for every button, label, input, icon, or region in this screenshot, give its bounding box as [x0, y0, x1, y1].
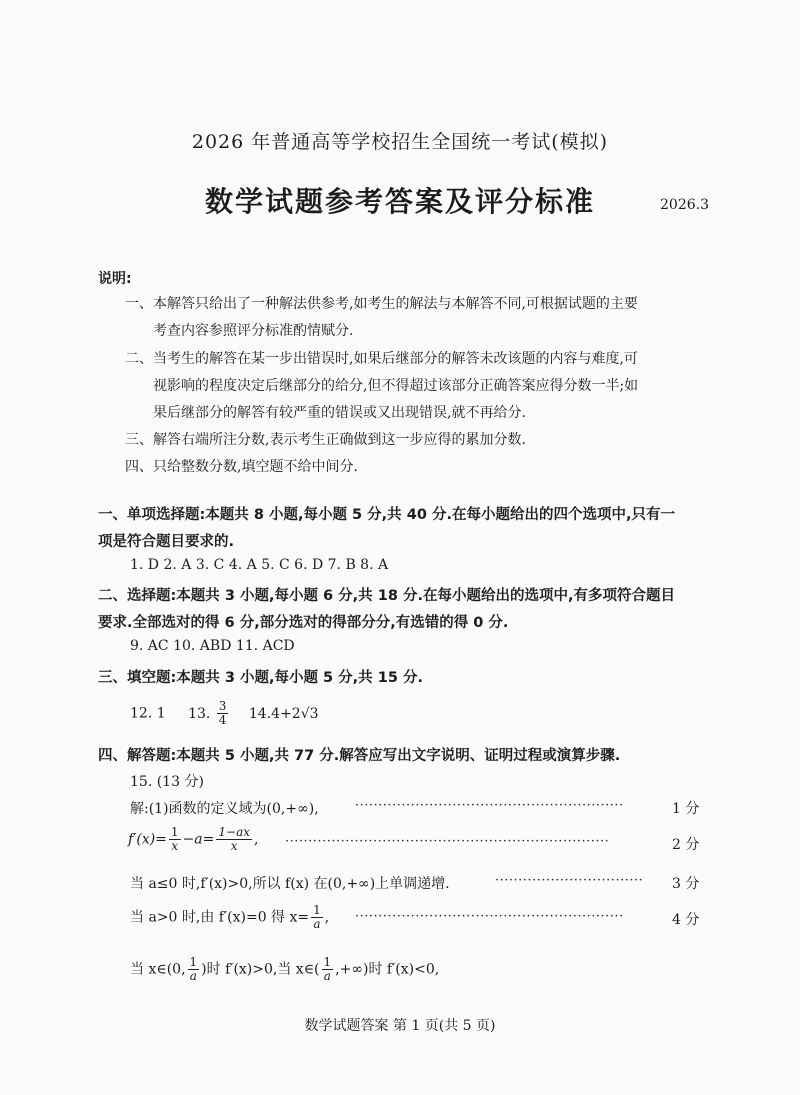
page-footer: 数学试题答案 第 1 页(共 5 页) — [304, 1018, 496, 1034]
section-heading: 要求.全部选对的得 6 分,部分选对的得部分分,有选错的得 0 分. — [98, 615, 509, 631]
answer-list: 1. D 2. A 3. C 4. A 5. C 6. D 7. B 8. A — [130, 557, 389, 573]
leader-dots: ·························································· — [355, 909, 624, 924]
section-heading: 三、填空题:本题共 3 小题,每小题 5 分,共 15 分. — [98, 670, 423, 686]
fraction: $\frac{3}{4}$ — [218, 699, 227, 728]
section-heading: 四、解答题:本题共 5 小题,共 77 分.解答应写出文字说明、证明过程或演算步骤. — [98, 748, 621, 764]
section-heading: 二、选择题:本题共 3 小题,每小题 6 分,共 18 分.在每小题给出的选项中,有多项符合题目 — [98, 588, 675, 604]
note-item: 四、只给整数分数,填空题不给中间分. — [125, 459, 358, 475]
exam-title: 2026 年普通高等学校招生全国统一考试(模拟) — [191, 131, 609, 153]
question-label: 15. (13 分) — [130, 774, 204, 790]
answer-12: 12. 1 — [130, 705, 166, 722]
answer-13-label: 13. — [188, 705, 211, 722]
solution-step: 当 x∈(0, $\frac{1}{a}$ )时 f′(x)>0,当 x∈( $\frac{1}{a}$ ,+∞)时 f′(x)<0, — [130, 955, 440, 984]
step-score: 3 分 — [672, 876, 700, 892]
solution-step: 当 a>0 时,由 f′(x)=0 得 x= $\frac{1}{a}$ , — [130, 903, 330, 932]
note-item: 果后继部分的解答有较严重的错误或又出现错误,就不再给分. — [153, 405, 526, 421]
solution-step: f′(x)= $\frac{1}{x}$ −a= $\frac{1-ax}{x}$ , — [128, 825, 259, 854]
page-title: 数学试题参考答案及评分标准 — [204, 185, 595, 218]
note-item: 一、本解答只给出了一种解法供参考,如考生的解法与本解答不同,可根据试题的主要 — [125, 296, 638, 312]
note-item: 三、解答右端所注分数,表示考生正确做到这一步应得的累加分数. — [125, 432, 526, 448]
document-date: 2026.3 — [660, 197, 709, 213]
note-item: 二、当考生的解答在某一步出错误时,如果后继部分的解答未改该题的内容与难度,可 — [125, 351, 638, 367]
answer-list — [130, 700, 319, 727]
note-item: 视影响的程度决定后继部分的给分,但不得超过该部分正确答案应得分数一半;如 — [153, 378, 639, 394]
solution-step: 解:(1)函数的定义域为(0,+∞), — [130, 801, 319, 817]
step-score: 4 分 — [672, 912, 700, 928]
answer-list: 9. AC 10. ABD 11. ACD — [130, 638, 295, 654]
note-item: 考查内容参照评分标准酌情赋分. — [153, 323, 354, 339]
leader-dots: ······································································ — [285, 834, 610, 849]
section-heading: 一、单项选择题:本题共 8 小题,每小题 5 分,共 40 分.在每小题给出的四个选项中,只有一 — [98, 507, 675, 523]
solution-step: 当 a≤0 时,f′(x)>0,所以 f(x) 在(0,+∞)上单调递增. — [130, 876, 450, 892]
step-score: 2 分 — [672, 837, 700, 853]
step-score: 1 分 — [672, 801, 700, 817]
leader-dots: ·························································· — [355, 798, 624, 813]
answer-14: 14.4+2√3 — [248, 705, 319, 722]
notes-heading: 说明: — [98, 271, 132, 287]
leader-dots: ································ — [495, 873, 644, 888]
section-heading: 项是符合题目要求的. — [98, 534, 235, 550]
